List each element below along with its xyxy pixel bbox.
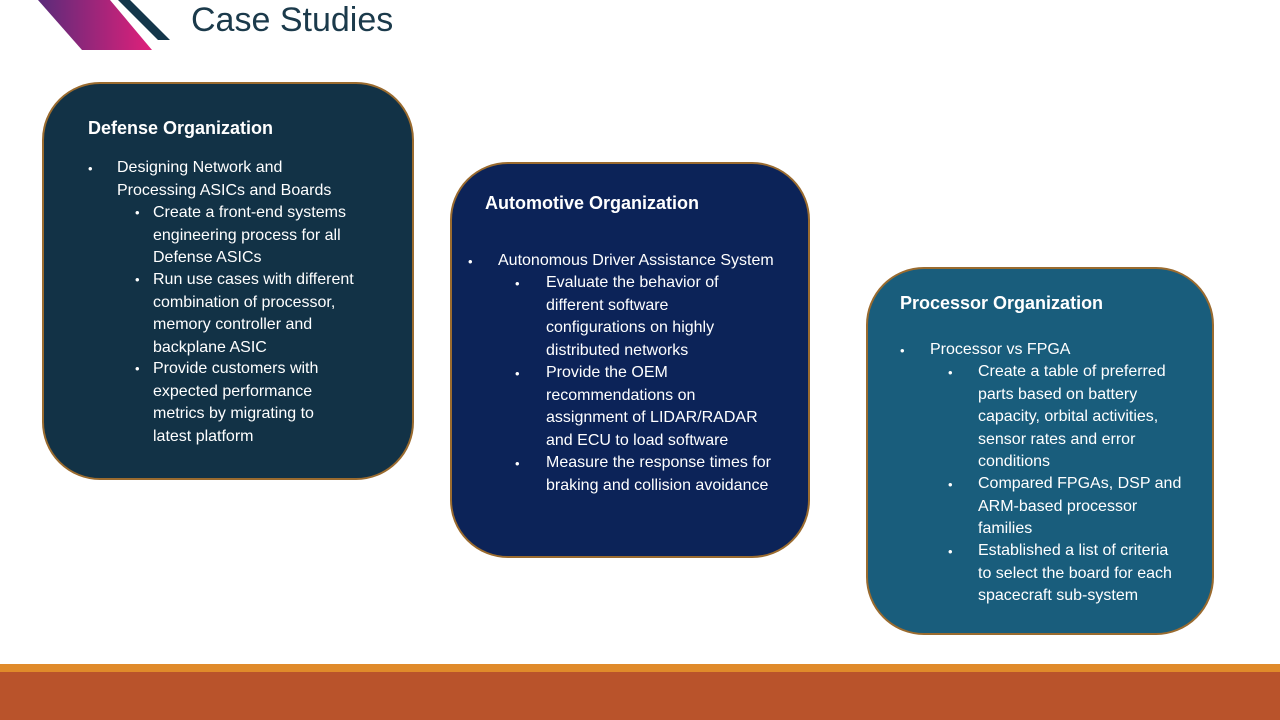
defense-subitem xyxy=(153,269,354,359)
text-line: Create a front-end systems xyxy=(153,204,346,221)
text-line: Designing Network and xyxy=(117,159,283,176)
bullet-icon: • xyxy=(135,272,140,287)
automotive-subitem xyxy=(546,362,758,452)
text-line: distributed networks xyxy=(546,341,689,359)
text-line: Run use cases with different xyxy=(153,271,354,288)
automotive-card xyxy=(450,162,810,558)
bullet-icon: • xyxy=(135,361,140,376)
automotive-subitem xyxy=(546,452,771,497)
text-line: parts based on battery xyxy=(978,385,1138,403)
text-line: latest platform xyxy=(153,427,254,445)
bullet-icon: • xyxy=(515,456,520,471)
text-line: Processor vs FPGA xyxy=(930,341,1071,358)
bullet-icon: • xyxy=(948,544,953,559)
text-line: Create a table of preferred xyxy=(978,363,1166,380)
text-line: braking and collision avoidance xyxy=(546,476,769,494)
text-line: assignment of LIDAR/RADAR xyxy=(546,409,758,426)
text-line: memory controller and xyxy=(153,316,313,333)
text-line: conditions xyxy=(978,453,1051,470)
bullet-icon: • xyxy=(515,366,520,381)
text-line: engineering process for all xyxy=(153,226,341,244)
processor-subitem xyxy=(978,361,1166,474)
page-title: Case Studies xyxy=(191,1,394,39)
text-line: ARM-based processor xyxy=(978,497,1138,515)
text-line: Provide customers with xyxy=(153,360,319,377)
bullet-icon: • xyxy=(948,477,953,492)
text-line: recommendations on xyxy=(546,386,696,404)
defense-card-title: Defense Organization xyxy=(88,118,274,138)
processor-subitem xyxy=(978,540,1172,608)
text-line: Evaluate the behavior of xyxy=(546,274,719,291)
bullet-icon: • xyxy=(515,276,520,291)
defense-subitem xyxy=(153,358,318,448)
text-line: expected performance xyxy=(153,382,313,400)
text-line: combination of processor, xyxy=(153,293,336,311)
automotive-main-item xyxy=(498,250,774,273)
text-line: to select the board for each xyxy=(978,564,1172,582)
text-line: spacecraft sub-system xyxy=(978,587,1139,604)
processor-card-title: Processor Organization xyxy=(900,293,1104,313)
bullet-icon: • xyxy=(468,254,473,269)
automotive-card-title: Automotive Organization xyxy=(485,193,700,213)
processor-card xyxy=(866,267,1214,635)
bullet-icon: • xyxy=(88,161,93,176)
footer-bar xyxy=(0,672,1280,720)
text-line: Autonomous Driver Assistance System xyxy=(498,252,774,269)
text-line: backplane ASIC xyxy=(153,338,267,356)
text-line: Defense ASICs xyxy=(153,249,262,266)
bullet-icon: • xyxy=(135,205,140,220)
text-line: capacity, orbital activities, xyxy=(978,408,1159,425)
defense-subitem xyxy=(153,202,346,270)
text-line: sensor rates and error xyxy=(978,430,1136,448)
text-line: Provide the OEM xyxy=(546,364,668,381)
text-line: Processing ASICs and Boards xyxy=(117,181,332,199)
bullet-icon: • xyxy=(948,365,953,380)
text-line: metrics by migrating to xyxy=(153,405,314,422)
bullet-icon: • xyxy=(900,343,905,358)
text-line: Compared FPGAs, DSP and xyxy=(978,475,1182,492)
text-line: families xyxy=(978,520,1033,537)
text-line: and ECU to load software xyxy=(546,431,729,449)
text-line: configurations on highly xyxy=(546,319,715,336)
defense-card xyxy=(42,82,414,480)
processor-subitem xyxy=(978,473,1181,541)
text-line: Established a list of criteria xyxy=(978,542,1169,559)
text-line: Measure the response times for xyxy=(546,454,771,471)
processor-main-item xyxy=(930,339,1070,362)
corner-decoration xyxy=(0,0,200,60)
footer-accent-line xyxy=(0,664,1280,672)
text-line: different software xyxy=(546,296,669,314)
defense-main-item xyxy=(117,157,331,202)
automotive-subitem xyxy=(546,272,719,362)
